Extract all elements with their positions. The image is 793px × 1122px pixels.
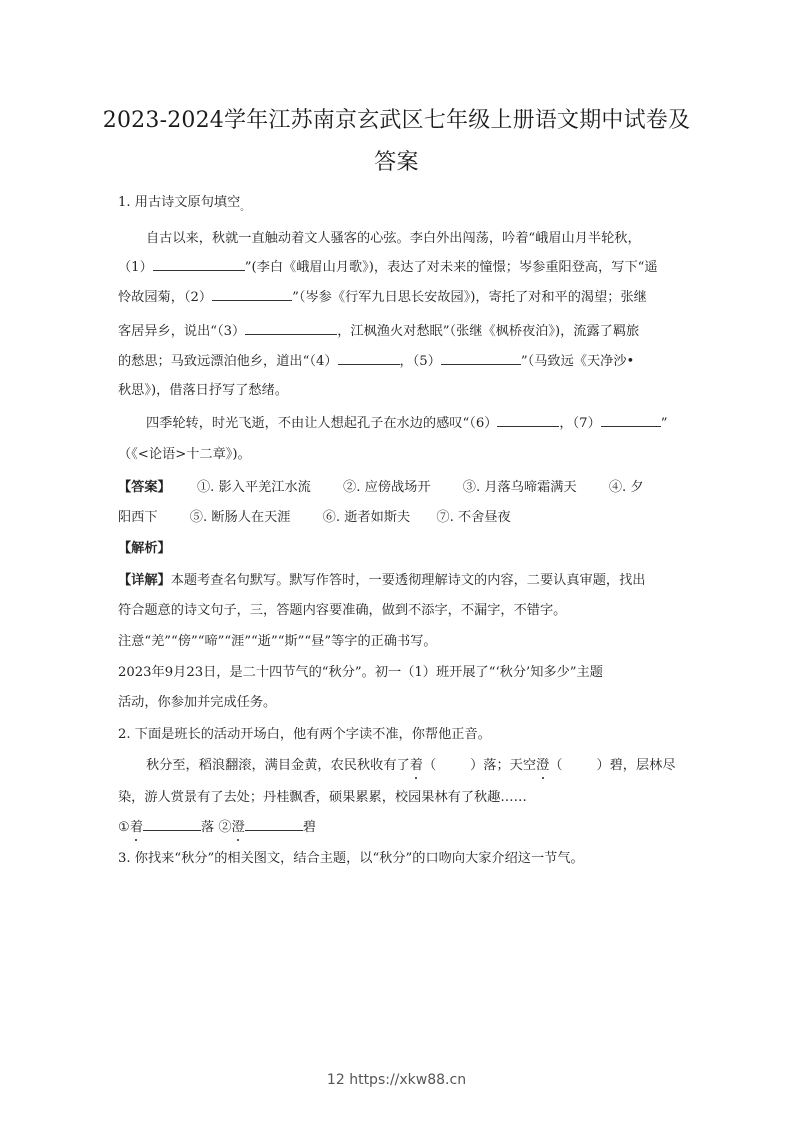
answer-item: ③. 月落乌啼霜满天 — [462, 480, 577, 495]
q1-p1-line3-text: ”（岑参《行军九日思长安故园》)，寄托了对和平的渴望；张继 — [292, 290, 647, 305]
answer-blank-4[interactable] — [338, 352, 400, 365]
detail-line3: 注意“羌”“傍”“啼”“涯”“逝”“斯”“昼”等字的正确书写。 — [118, 634, 437, 649]
q1-p1-line5-start: 的愁思；马致远漂泊他乡，道出“（4） — [118, 354, 338, 369]
q2-p-text: ）碧，层林尽 — [596, 758, 676, 773]
q2-fill-line — [118, 818, 678, 837]
answer-line2 — [118, 509, 678, 527]
q1-p1-line3 — [118, 288, 678, 307]
q1-p2-line1-text: 四季轮转，时光飞逝，不由让人想起孔子在水边的感叹“（6） — [146, 416, 498, 431]
fill-word-1: 落 — [201, 820, 215, 835]
open-paren: （ — [422, 758, 437, 773]
answer-blank-3[interactable] — [245, 322, 337, 335]
detail-label: 【详解】 — [118, 573, 171, 588]
open-paren: （ — [549, 758, 563, 773]
fill-word-2: 碧 — [302, 820, 316, 835]
q2-p-text: 秋分至，稻浪翻滚，满目金黄，农民秋收有了 — [146, 758, 410, 773]
document-title-line2: 答案 — [374, 150, 419, 175]
page-footer — [0, 1072, 793, 1088]
fill-char-1: 着 — [129, 820, 144, 835]
q1-p1-line4-start: 客居异乡，说出“（3） — [118, 324, 246, 339]
document-title-line1: 2023-2024学年江苏南京玄武区七年级上册语文期中试卷及 — [102, 108, 691, 133]
detail-line1 — [118, 572, 678, 590]
footer-url: https://xkw88.cn — [349, 1072, 467, 1088]
q3-heading: 3. 你找来“秋分”的相关图文，结合主题，以“秋分”的口吻向大家介绍这一节气。 — [118, 851, 584, 866]
fill-number-1: ① — [118, 820, 130, 835]
answer-line1 — [118, 479, 678, 497]
analysis-label: 【解析】 — [118, 541, 171, 556]
q2-p-line2: 染，游人赏景有了去处；丹桂飘香，硕果累累，校园果林有了秋趣…… — [118, 790, 527, 805]
answer-blank-7[interactable] — [601, 414, 661, 427]
closing-quote: ” — [660, 416, 668, 431]
q1-heading-tail: 。 — [240, 203, 250, 213]
answer-label: 【答案】 — [118, 480, 171, 495]
answer-item: 阳西下 — [118, 510, 158, 525]
q1-p1-line5-end: ”（马致远《天净沙• — [520, 354, 635, 369]
q2-heading: 2. 下面是班长的活动开场白，他有两个字读不准，你帮他正音。 — [118, 727, 491, 742]
answer-item: ⑥. 逝者如斯夫 — [322, 510, 411, 525]
q1-heading-text: 1. 用古诗文原句填空 — [118, 195, 241, 210]
answer-blank-2[interactable] — [212, 288, 292, 301]
q1-heading — [118, 194, 678, 217]
answer-item: ⑤. 断肠人在天涯 — [189, 510, 291, 525]
fill-blank-1[interactable] — [143, 818, 201, 831]
page-number: 12 — [326, 1072, 345, 1088]
fill-char-2: 澄 — [231, 820, 245, 835]
answer-item: ⑦. 不舍昼夜 — [436, 510, 511, 525]
q1-p1-line5 — [118, 352, 678, 371]
q1-p1-line4-text: ，江枫渔火对愁眠”（张继《枫桥夜泊》)，流露了羁旅 — [337, 324, 640, 339]
answer-item: ①. 影入平羌江水流 — [196, 480, 311, 495]
q1-p1-line2-text: ”(李白《峨眉山月歌》)，表达了对未来的憧憬；岑参重阳登高，写下“遥 — [244, 260, 658, 275]
blank-label-1: （1） — [118, 260, 153, 275]
detail-line2: 符合题意的诗文句子，三，答题内容要准确，做到不添字，不漏字，不错字。 — [118, 603, 567, 618]
answer-blank-1[interactable] — [153, 258, 245, 271]
q1-p1-line4 — [118, 322, 678, 341]
emphasized-char-cheng: 澄 — [536, 758, 550, 773]
q1-p2-line1 — [146, 414, 706, 433]
answer-blank-6[interactable] — [497, 414, 559, 427]
answer-item: ②. 应傍战场开 — [343, 480, 431, 495]
q1-p1-line3-start: 怜故园菊，（2） — [118, 290, 213, 305]
q1-p1-line2 — [118, 258, 678, 277]
blank-label-7: ，（7） — [559, 416, 601, 431]
answer-item: ④. 夕 — [608, 480, 644, 495]
q1-p1-line1: 自古以来，秋就一直触动着文人骚客的心弦。李白外出闯荡，吟着“峨眉山月半轮秋， — [146, 231, 641, 246]
q2-p-text: ）落；天空 — [470, 758, 537, 773]
context-line2: 活动，你参加并完成任务。 — [118, 695, 277, 710]
fill-blank-2[interactable] — [245, 818, 303, 831]
emphasized-char-zhuo: 着 — [409, 758, 423, 773]
context-line1: 2023年9月23日，是二十四节气的“秋分”。初一（1）班开展了“‘秋分’知多少”主题 — [118, 665, 603, 680]
blank-label-5: ，（5） — [399, 354, 441, 369]
detail-text: 本题考查名句默写。默写作答时，一要透彻理解诗文的内容，二要认真审题，找出 — [170, 573, 646, 588]
fill-number-2: ② — [218, 820, 232, 835]
q1-p2-line2: （《<论语>十二章》)。 — [118, 447, 251, 462]
q1-p1-line6: 秋思》)，借落日抒写了愁绪。 — [118, 383, 288, 398]
q2-p-line1 — [146, 757, 706, 775]
answer-blank-5[interactable] — [441, 352, 521, 365]
